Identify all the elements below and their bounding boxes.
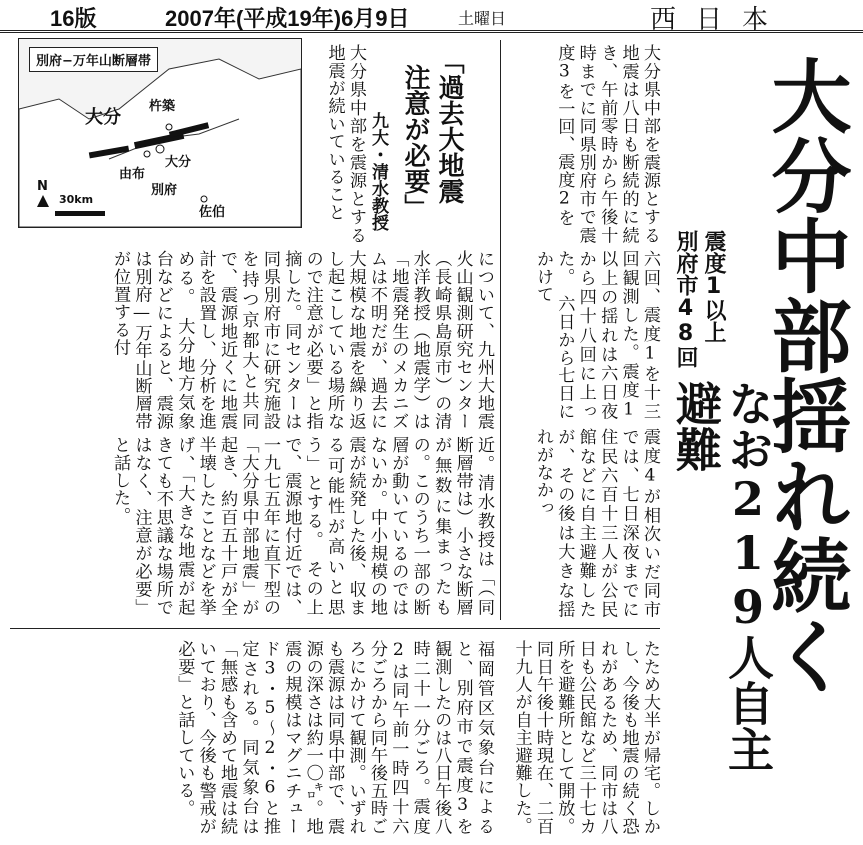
sub-headline: なお219人自主避難 [669,380,775,772]
article-block-4: たため大半が帰宅。しかし、今後も地震の続く恐れがあるため、同市は八日も公民館など三十七カ所を避難所として開放。同日午後十時現在、二百十九人が自主避難した。 [511,640,660,835]
scale-bar [55,211,105,216]
map-label-beppu: 別府 [151,183,178,198]
section-divider [10,628,660,629]
masthead [0,0,863,33]
sidebar-column-2: について、九州大地震火山観測研究センター（長崎県島原市）の清水洋教授（地震学）は「地震発生のメカニズムは不明だが、過去に大規模な地震を繰り返し起こしている場所なので注意が必要」と指摘した。同センターは同県別府市に研究施設を持つ京都大と共同で、震源地近くに地震計を設置し、分析を進める。 大分地方気象台などによると、震源は別府—万年山断層帯が位置する付 [110,250,494,430]
yufu-marker [144,151,150,157]
column-divider [500,40,501,620]
map-label-yufu: 由布 [119,167,146,182]
epicenter-marker [156,145,164,153]
sidebar-column-3: 近。清水教授は「（同断層帯は）小さな断層が無数に集まったもの。このうち一部の断層が動いているのではないか。中小規模の地震が続発した後、収まる可能性が高いと思う」とする。 その上で、震源地付近では、一九七五年に直下型の「大分県中部地震」が起き、約百五十戸が全半壊したことなどを挙げ、「大きな地震が起きても不思議な場所ではなく、注意が必要」と話した。 [110,436,494,616]
sidebar-title-1: 「過去大地震 [434,48,464,204]
headline-deck-2: 別府市48回 [673,230,698,368]
issue-date: 2007年(平成19年)6月9日 [165,6,410,31]
map-label-oita-city: 大分 [165,155,192,170]
article-block-3: 震度4が相次いだ同市では、七日深夜までに住民六百十三人が公民館などに自主避難したが、その後は大きな揺れがなかっ [532,428,660,618]
headline-deck-1: 震度1以上 [701,230,726,343]
article-block-2: 六回、震度1を十三回観測した。震度1以上の揺れは六日夜から四十八回に上った。 六日から七日にかけて [532,250,660,420]
fault-map [18,38,302,228]
sidebar-column-1: 大分県中部を震源とする地震が続いていること [324,44,366,244]
main-headline: 大分中部揺れ続く [758,55,852,695]
article-block-5: 福岡管区気象台によると、別府市で震度3を観測したのは八日午後八時二十一分ごろ。震度2は同午前一時四十六分ごろから同午後五時ごろにかけて観測。いずれも震源は同県中部で、震源の深さは約一〇㌔。地震の規模はマグニチュード3・5〜2・6と推定される。同気象台は「無感も含めて地震は続いており、今後も警戒が必要」と話している。 [174,640,494,835]
map-label-oita-pref: 大分 [85,107,121,128]
map-scale-label: 30km [59,193,94,206]
kitsuki-marker [166,124,172,130]
map-label-saiki: 佐伯 [199,205,226,220]
map-label-kitsuki: 杵築 [149,99,176,114]
map-title: 別府−万年山断層帯 [29,47,158,72]
sidebar-byline: 九大・清水教授 [368,112,388,231]
paper-name: 西日本 [650,5,789,35]
issue-weekday: 土曜日 [458,9,507,28]
sidebar-title-2: 注意が必要」 [400,64,430,220]
map-north-label: N [37,179,48,194]
article-block-1: 大分県中部を震源とする地震は八日も断続的に続き、午前零時から午後十時までに同県別府市で震度3を一回、震度2を [554,44,660,244]
edition-label: 16版 [50,6,97,31]
